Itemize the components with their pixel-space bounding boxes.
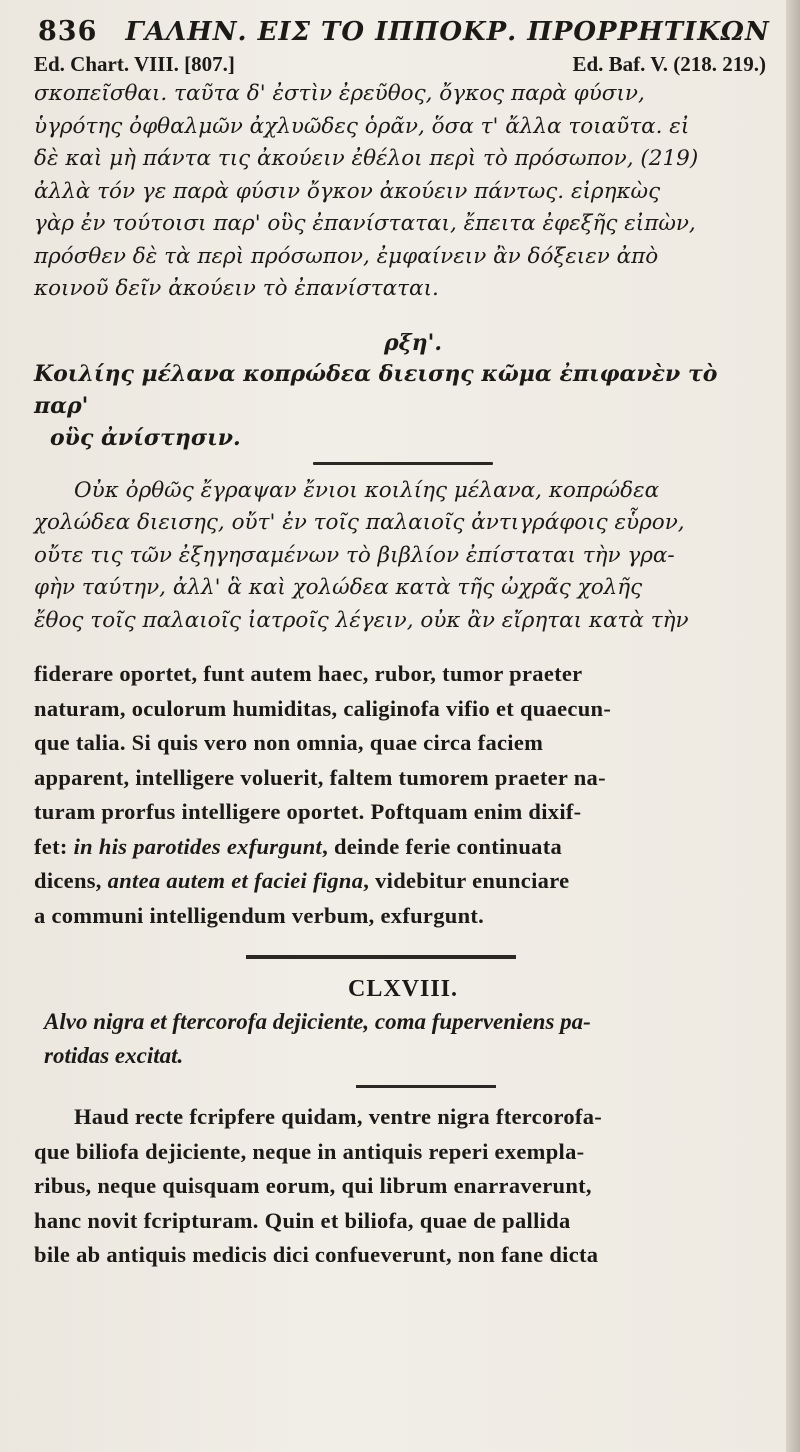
latin-line: hanc novit fcripturam. Quin et biliofa, quae de pallida [34, 1207, 571, 1233]
latin-aphorism-line: rotidas excitat. [44, 1043, 184, 1068]
latin-line: fiderare oportet, funt autem haec, rubor, tumor praeter [34, 661, 583, 686]
section-divider [313, 462, 493, 465]
latin-quotation: in his parotides exfurgunt [73, 833, 323, 859]
greek-aphorism [34, 358, 772, 454]
greek-commentary [34, 475, 772, 638]
greek-line: οὔτε τις τῶν ἐξηγησαμένων τὸ βιβλίον ἐπίσταται τὴν γρα- [34, 542, 675, 568]
greek-aphorism-line: Κοιλίης μέλανα κοπρώδεα διεισης κῶμα ἐπιφανὲν τὸ παρ' [34, 360, 718, 419]
greek-line: ὑγρότης ὀφθαλμῶν ἀχλυῶδες ὁρᾶν, ὅσα τ' ἄλλα τοιαῦτα. εἰ [34, 113, 690, 139]
page-edge-shadow [786, 0, 800, 1452]
latin-line [34, 830, 772, 865]
latin-aphorism [44, 1005, 772, 1073]
section-divider [246, 955, 516, 959]
greek-line: πρόσθεν δὲ τὰ περὶ πρόσωπον, ἐμφαίνειν ἂν δόξειεν ἀπὸ [34, 243, 659, 269]
latin-line: a communi intelligendum verbum, exfurgunt. [34, 902, 485, 928]
greek-line: ἔθος τοῖς παλαιοῖς ἰατροῖς λέγειν, οὐκ ἂν εἴρηται κατὰ τὴν [34, 607, 689, 633]
latin-aphorism-line: Alvo nigra et ftercorofa dejiciente, coma fuperveniens pa- [44, 1009, 591, 1034]
latin-line: turam prorfus intelligere oportet. Poftquam enim dixif- [34, 799, 582, 824]
greek-aphorism-line: οὓς ἀνίστησιν. [50, 424, 241, 451]
latin-text: , videbitur enunciare [363, 868, 570, 893]
greek-line: Οὐκ ὀρθῶς ἔγραψαν ἔνιοι κοιλίης μέλανα, κοπρώδεα [74, 477, 660, 503]
running-title: ΓΑΛΗΝ. ΕΙΣ ΤΟ ΙΠΠΟΚΡ. ΠΡΟΡΡΗΤΙΚΩΝ [125, 17, 770, 47]
greek-line: σκοπεῖσθαι. ταῦτα δ' ἐστὶν ἐρεῦθος, ὄγκος παρὰ φύσιν, [34, 81, 645, 106]
greek-line: φὴν ταύτην, ἀλλ' ἃ καὶ χολώδεα κατὰ τῆς ὠχρᾶς χολῆς [34, 575, 643, 600]
latin-line: que biliofa dejiciente, neque in antiquis reperi exempla- [34, 1138, 585, 1164]
chartier-reference: Ed. Chart. VIII. [807.] [34, 52, 235, 76]
greek-line: ἀλλὰ τόν γε παρὰ φύσιν ὄγκον ἀκούειν πάντως. εἰρηκὼς [34, 178, 661, 204]
latin-commentary [34, 1100, 772, 1273]
latin-quotation: antea autem et faciei figna [107, 868, 364, 893]
latin-line: que talia. Si quis vero non omnia, quae circa faciem [34, 730, 544, 755]
section-divider [356, 1085, 496, 1088]
latin-line [34, 864, 772, 899]
latin-line: bile ab antiquis medicis dici confueverunt, non fane dicta [34, 1242, 599, 1267]
greek-line: κοινοῦ δεῖν ἀκούειν τὸ ἐπανίσταται. [34, 276, 439, 301]
latin-text: , deinde ferie continuata [322, 833, 563, 859]
latin-line: Haud recte fcripfere quidam, ventre nigra ftercorofa- [74, 1104, 603, 1129]
latin-top-passage [34, 657, 772, 933]
greek-line: χολώδεα διεισης, οὔτ' ἐν τοῖς παλαιοῖς ἀντιγράφοις εὗρον, [34, 510, 685, 535]
latin-text: dicens, [34, 868, 108, 893]
latin-line: ribus, neque quisquam eorum, qui librum enarraverunt, [34, 1173, 592, 1198]
running-head [38, 14, 772, 50]
greek-line: γὰρ ἐν τούτοισι παρ' οὓς ἐπανίσταται, ἔπειτα ἐφεξῆς εἰπὼν, [34, 211, 696, 236]
page-number: 836 [38, 16, 98, 47]
edition-references [34, 50, 772, 78]
latin-line: naturam, oculorum humiditas, caliginofa vifio et quaecun- [34, 695, 612, 721]
latin-section-number: CLXVIII. [347, 976, 459, 1002]
greek-top-passage [34, 50, 772, 306]
greek-section-number: ρξη'. [383, 329, 443, 356]
basel-reference: Ed. Baf. V. (218. 219.) [572, 52, 766, 76]
greek-line: δὲ καὶ μὴ πάντα τις ἀκούειν ἐθέλοι περὶ τὸ πρόσωπον, (219) [34, 146, 699, 171]
latin-text: fet: [34, 833, 74, 859]
latin-line: apparent, intelligere voluerit, faltem tumorem praeter na- [34, 764, 606, 790]
